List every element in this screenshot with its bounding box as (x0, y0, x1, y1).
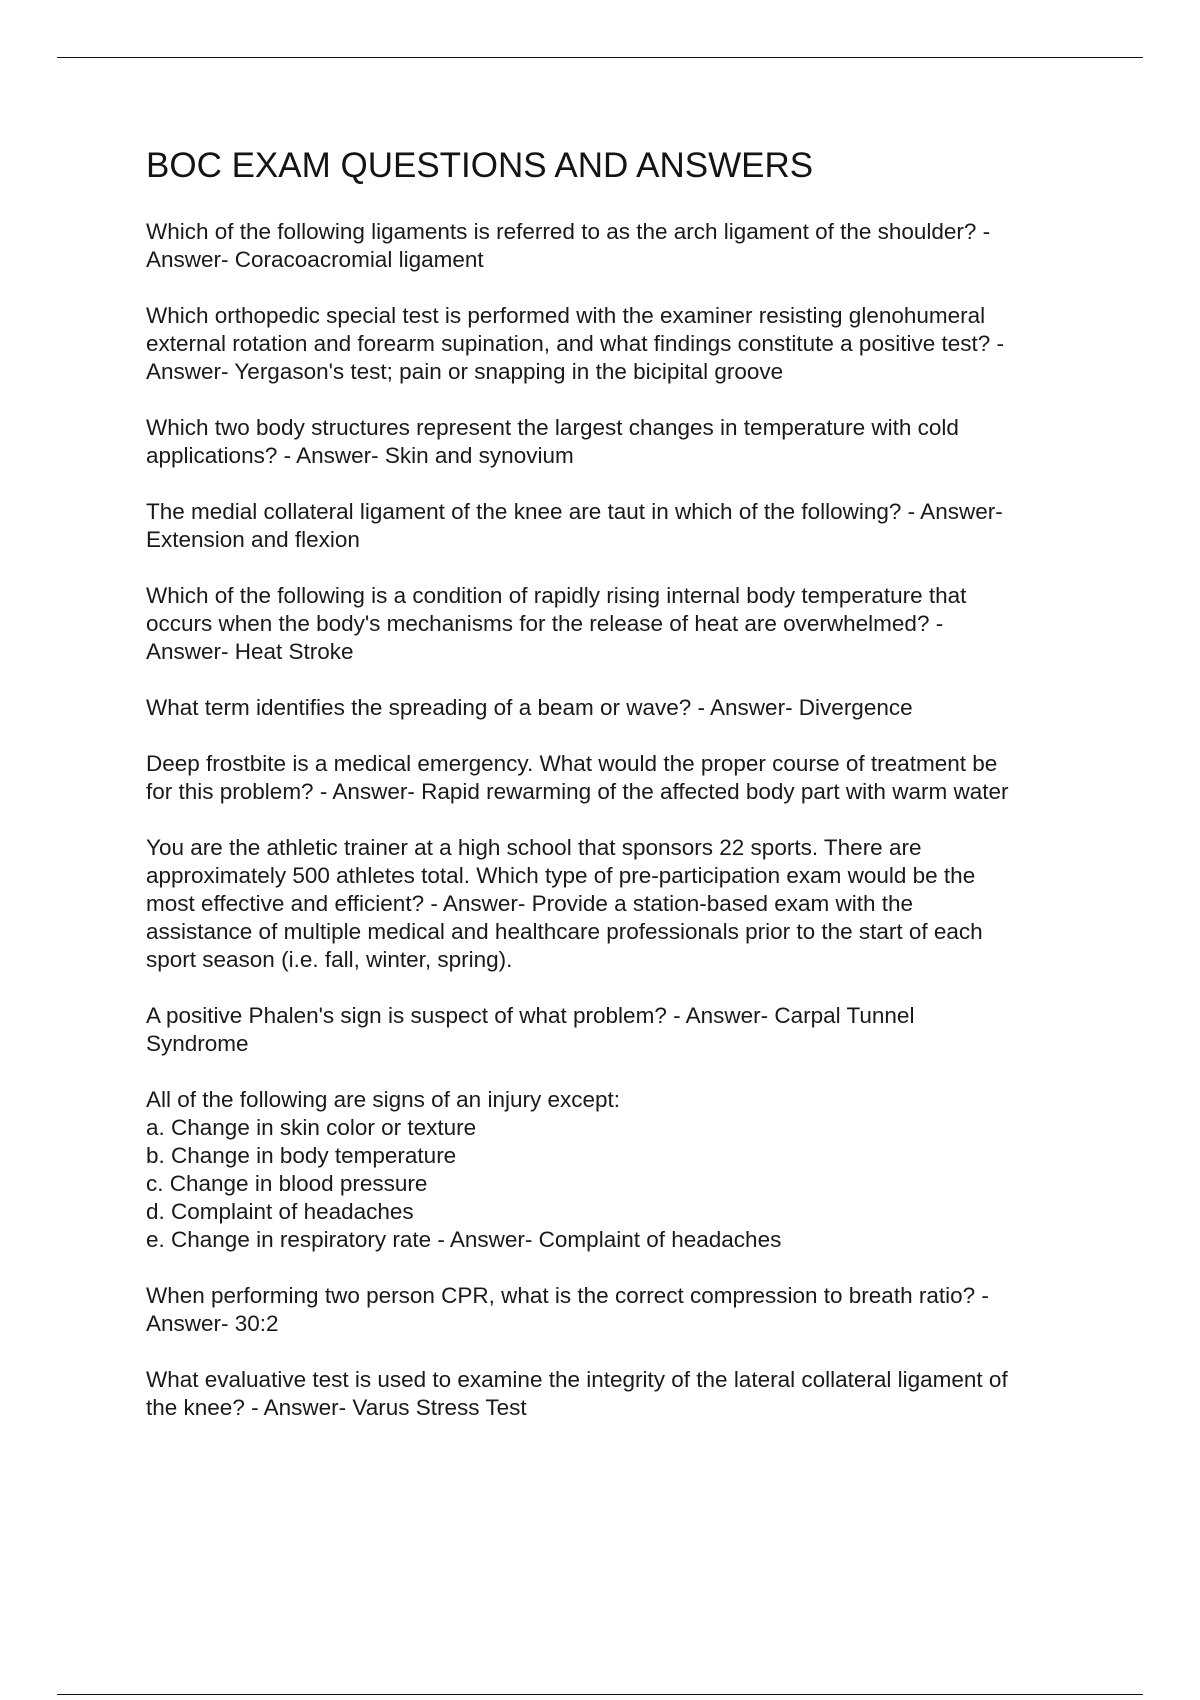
qa-item: The medial collateral ligament of the knee are taut in which of the following? - Answer- Extension and flexion (146, 499, 1003, 552)
bottom-divider (57, 1694, 1143, 1695)
qa-item: A positive Phalen's sign is suspect of what problem? - Answer- Carpal Tunnel Syndrome (146, 1003, 915, 1056)
qa-item: All of the following are signs of an injury except: a. Change in skin color or texture b. Change in body temperature c. Change in blood pressure d. Complaint of headaches e. Change in respiratory rate - Answer- Complaint of headaches (146, 1087, 782, 1252)
qa-item: What evaluative test is used to examine the integrity of the lateral collateral ligament of the knee? - Answer- Varus Stress Test (146, 1367, 1008, 1420)
document-body (146, 142, 1076, 1450)
qa-item: Which of the following is a condition of rapidly rising internal body temperature that occurs when the body's mechanisms for the release of heat are overwhelmed? - Answer- Heat Stroke (146, 583, 967, 664)
qa-item: Which orthopedic special test is performed with the examiner resisting glenohumeral external rotation and forearm supination, and what findings constitute a positive test? - Answer- Yergason's test; pain or snapping in the bicipital groove (146, 303, 1004, 384)
page-title: BOC EXAM QUESTIONS AND ANSWERS (146, 146, 814, 185)
qa-item: What term identifies the spreading of a beam or wave? - Answer- Divergence (146, 695, 913, 720)
qa-item: Which two body structures represent the largest changes in temperature with cold applications? - Answer- Skin and synovium (146, 415, 959, 468)
top-divider (57, 57, 1143, 58)
qa-item: When performing two person CPR, what is the correct compression to breath ratio? - Answer- 30:2 (146, 1283, 989, 1336)
qa-item: You are the athletic trainer at a high school that sponsors 22 sports. There are approximately 500 athletes total. Which type of pre-participation exam would be the most effective and efficient? - Answer- Provide a station-based exam with the assistance of multiple medical and healthcare professionals prior to the start of each sport season (i.e. fall, winter, spring). (146, 835, 983, 972)
qa-item: Which of the following ligaments is referred to as the arch ligament of the shoulder? - Answer- Coracoacromial ligament (146, 219, 991, 272)
qa-item: Deep frostbite is a medical emergency. What would the proper course of treatment be for this problem? - Answer- Rapid rewarming of the affected body part with warm water (146, 751, 1009, 804)
